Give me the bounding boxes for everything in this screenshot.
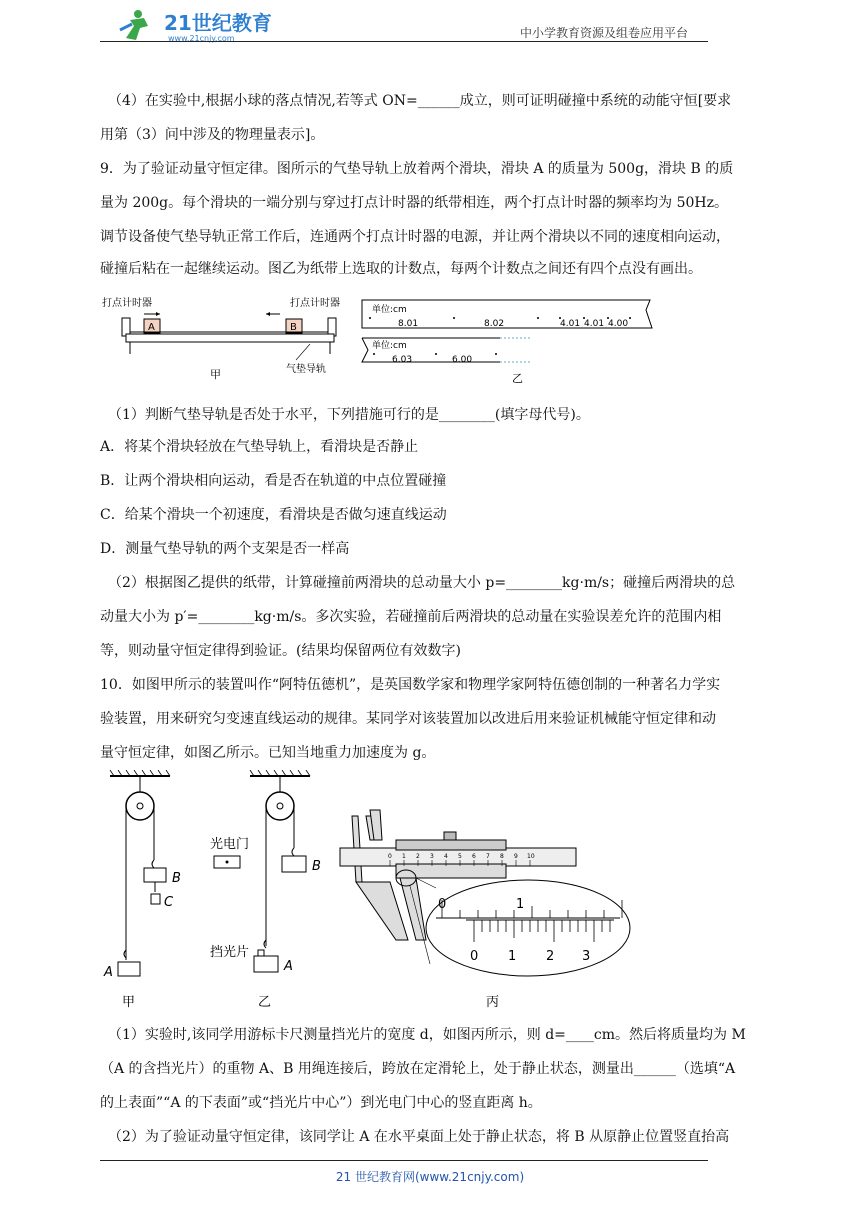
tape1-seg1: 8.01 xyxy=(398,319,419,329)
svg-text:6: 6 xyxy=(472,853,476,860)
q10-stem-line3: 量守恒定律，如图乙所示。已知当地重力加速度为 g。 xyxy=(100,745,436,761)
zoom-vernier-1: 1 xyxy=(508,949,517,964)
photogate-label: 光电门 xyxy=(210,837,250,852)
air-track-figure xyxy=(100,292,660,388)
q10-part1-line2: （A 的含挡光片）的重物 A、B 用绳连接后，跨放在定滑轮上，处于静止状态，测量出______（选填“A xyxy=(100,1061,736,1077)
svg-text:8: 8 xyxy=(500,853,504,860)
logo-text: 21世纪教育 xyxy=(164,11,272,35)
tape1-seg5: 4.00 xyxy=(608,319,629,329)
q9-stem-line3: 调节设备使气垫导轨正常工作后，连通两个打点计时器的电源，并让两个滑块以不同的速度相向运动， xyxy=(100,229,730,245)
q9-stem-line2: 量为 200g。每个滑块的一端分别与穿过打点计时器的纸带相连，两个打点计时器的频率均为 50Hz。 xyxy=(100,195,728,211)
mass-a-yi xyxy=(254,956,278,972)
atwood-yi xyxy=(210,770,321,1010)
svg-text:5: 5 xyxy=(458,853,462,860)
zoom-vernier-0: 0 xyxy=(470,949,479,964)
footer-rule xyxy=(100,1160,708,1161)
q9-option-b: B．让两个滑块相向运动，看是否在轨道的中点位置碰撞 xyxy=(100,473,447,489)
q10-part1-line3: 的上表面”“A 的下表面”或“挡光片中心”）到光电门中心的竖直距离 h。 xyxy=(100,1095,542,1111)
q9-part1: （1）判断气垫导轨是否处于水平，下列措施可行的是________(填字母代号)。 xyxy=(108,407,590,423)
slider-b-label: B xyxy=(290,322,297,333)
air-rail xyxy=(126,334,334,342)
svg-text:2: 2 xyxy=(416,853,420,860)
svg-text:4: 4 xyxy=(444,853,448,860)
header-platform-text: 中小学教育资源及组卷应用平台 xyxy=(520,26,689,40)
atwood-figure xyxy=(100,770,660,1014)
q10-stem-line1: 10．如图甲所示的装置叫作“阿特伍德机”，是英国数学家和物理学家阿特伍德创制的一种著名力学实 xyxy=(100,677,721,693)
caption-bing: 丙 xyxy=(486,995,500,1010)
runner-icon xyxy=(120,10,148,40)
caption-jia: 甲 xyxy=(122,995,136,1010)
tape1-seg3: 4.01 xyxy=(560,319,581,329)
q9-stem-line1: 9．为了验证动量守恒定律。图所示的气垫导轨上放着两个滑块，滑块 A 的质量为 500g，滑块 B 的质 xyxy=(100,161,734,177)
atwood-jia xyxy=(103,770,181,1010)
svg-text:10: 10 xyxy=(527,853,535,860)
label-a-yi: A xyxy=(284,959,293,974)
svg-text:3: 3 xyxy=(430,853,434,860)
label-b-jia: B xyxy=(172,871,181,886)
shade-strip xyxy=(258,950,264,956)
q8-part4-line2: 用第（3）问中涉及的物理量表示]。 xyxy=(100,127,325,143)
mass-c-jia xyxy=(151,894,160,904)
zoom-main-0: 0 xyxy=(438,897,447,912)
svg-text:0: 0 xyxy=(388,853,392,860)
q10-part2-line1: （2）为了验证动量守恒定律，该同学让 A 在水平桌面上处于静止状态，将 B 从原静止位置竖直抬高 xyxy=(108,1129,730,1145)
tape1-seg4: 4.01 xyxy=(584,319,605,329)
q10-part1-line1: （1）实验时,该同学用游标卡尺测量挡光片的宽度 d，如图丙所示，则 d=____cm。然后将质量均为 M xyxy=(108,1027,746,1043)
vernier-caliper xyxy=(340,810,630,1010)
q8-part4-line1: （4）在实验中,根据小球的落点情况,若等式 ON=______成立，则可证明碰撞中系统的动能守恒[要求 xyxy=(108,93,732,109)
zoom-bubble xyxy=(426,880,630,976)
rail-label: 气垫导轨 xyxy=(286,364,326,375)
label-c-jia: C xyxy=(164,895,174,910)
fig-caption-yi: 乙 xyxy=(512,372,523,385)
logo-subtext: www.21cnjy.com xyxy=(168,34,235,43)
q10-stem-line2: 验装置，用来研究匀变速直线运动的规律。某同学对该装置加以改进后用来验证机械能守恒定律和动 xyxy=(100,711,716,727)
svg-text:9: 9 xyxy=(514,853,518,860)
tape1-seg2: 8.02 xyxy=(484,319,505,329)
timer-left-label: 打点计时器 xyxy=(102,298,152,309)
q9-option-d: D．测量气垫导轨的两个支架是否一样高 xyxy=(100,541,350,557)
slider-a-label: A xyxy=(148,322,155,333)
q9-part2-line1: （2）根据图乙提供的纸带，计算碰撞前两滑块的总动量大小 p=________kg·m/s；碰撞后两滑块的总 xyxy=(108,575,736,591)
q9-option-c: C．给某个滑块一个初速度，看滑块是否做匀速直线运动 xyxy=(100,507,447,523)
q9-part2-line3: 等，则动量守恒定律得到验证。(结果均保留两位有效数字) xyxy=(100,643,461,659)
tape2-unit: 单位:cm xyxy=(372,341,407,351)
footer-link[interactable]: 21 世纪教育网(www.21cnjy.com) xyxy=(335,1170,525,1184)
caption-yi: 乙 xyxy=(258,995,272,1010)
mass-a-jia xyxy=(118,962,140,976)
timer-right-label: 打点计时器 xyxy=(290,298,340,309)
site-logo xyxy=(118,8,298,44)
svg-text:7: 7 xyxy=(486,853,490,860)
label-a-jia: A xyxy=(104,965,113,980)
q9-part2-line2: 动量大小为 p′=________kg·m/s。多次实验，若碰撞前后两滑块的总动量在实验误差允许的范围内相 xyxy=(100,609,722,625)
tape1-unit: 单位:cm xyxy=(372,305,407,315)
zoom-main-1: 1 xyxy=(516,897,525,912)
zoom-vernier-2: 2 xyxy=(546,949,555,964)
shade-label: 挡光片 xyxy=(210,945,250,960)
tape2-seg2: 6.00 xyxy=(452,355,473,365)
zoom-vernier-3: 3 xyxy=(582,949,591,964)
label-b-yi: B xyxy=(312,859,321,874)
mass-b-jia xyxy=(144,868,166,882)
mass-b-yi xyxy=(282,856,306,872)
tape2-seg1: 6.03 xyxy=(392,355,413,365)
header-rule xyxy=(100,41,708,42)
svg-text:1: 1 xyxy=(402,853,406,860)
q9-stem-line4: 碰撞后粘在一起继续运动。图乙为纸带上选取的计数点，每两个计数点之间还有四个点没有画出。 xyxy=(100,261,702,277)
fig-caption-jia: 甲 xyxy=(210,368,221,381)
q9-option-a: A．将某个滑块轻放在气垫导轨上，看滑块是否静止 xyxy=(100,439,419,455)
